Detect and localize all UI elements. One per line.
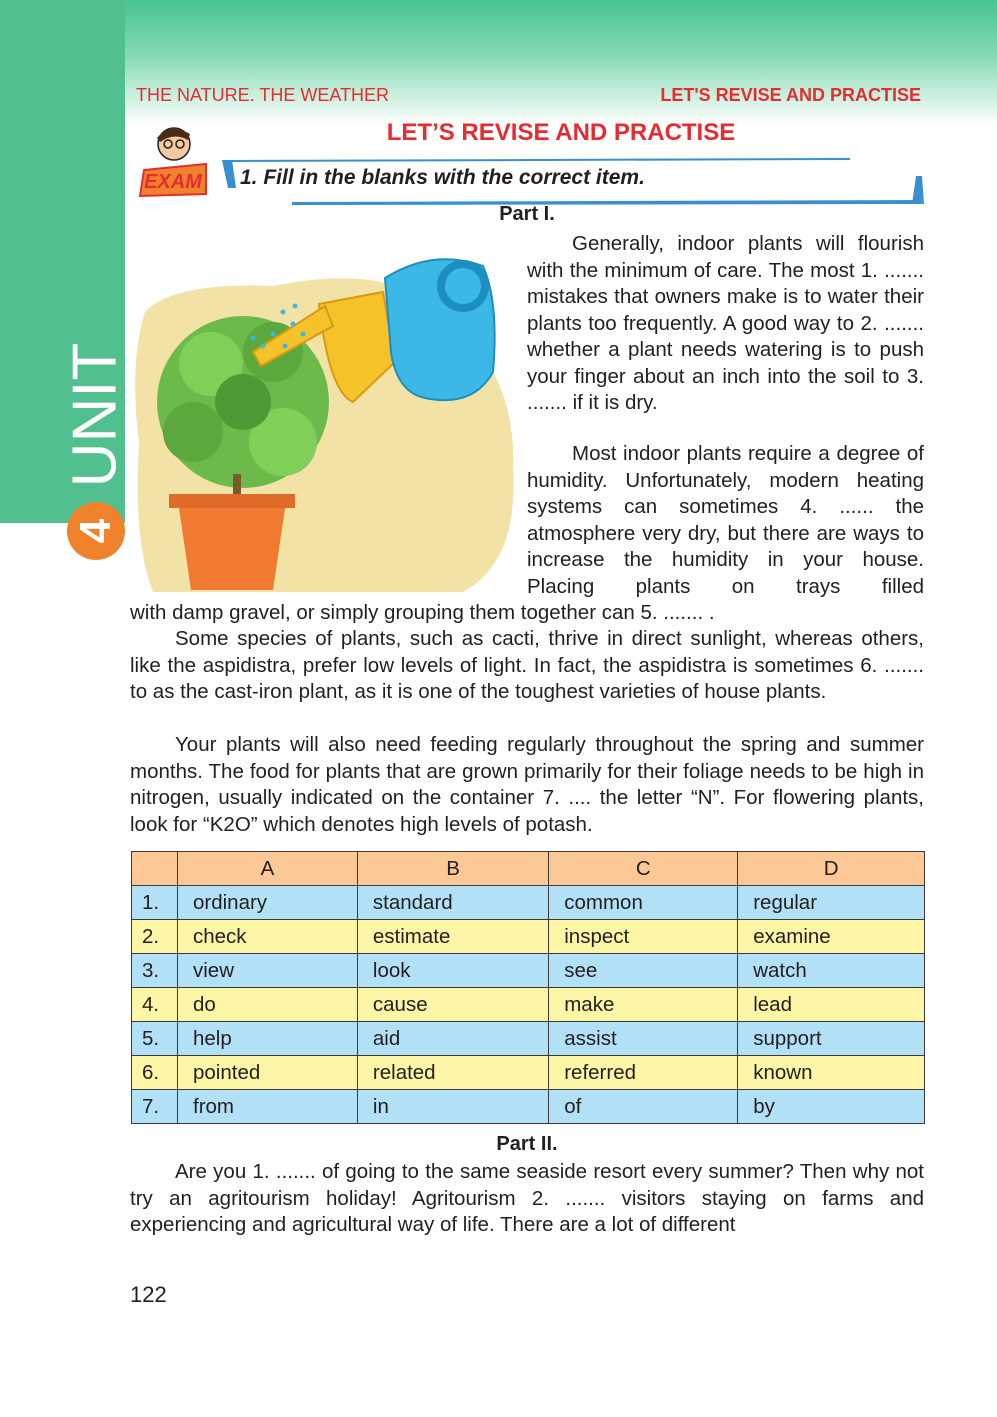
paragraph-1: Generally, indoor plants will flourish with the minimum of care. The most 1. ....... mistakes that owners make is to water their plants too frequently. A good way to 2. ....... whether a plant needs watering is to push your finger about an inch into the soil to 3. ....... if it is dry.	[527, 232, 924, 414]
page-number: 122	[130, 1282, 167, 1307]
option-cell: assist	[549, 1022, 738, 1056]
option-cell: related	[357, 1056, 548, 1090]
table-header-cell: D	[738, 852, 925, 886]
option-cell: from	[178, 1090, 358, 1124]
option-cell: view	[178, 954, 358, 988]
table-row	[132, 886, 925, 920]
option-cell: lead	[738, 988, 925, 1022]
option-cell: aid	[357, 1022, 548, 1056]
table-row	[132, 954, 925, 988]
section-name: THE NATURE. THE WEATHER	[136, 85, 390, 105]
option-cell: estimate	[357, 920, 548, 954]
table-header-cell: B	[357, 852, 548, 886]
paragraph-3: Some species of plants, such as cacti, thrive in direct sunlight, whereas others, like the aspidistra, prefer low levels of light. In fact, the aspidistra is sometimes 6. ....... to as the cast-iron plant, as it is one of the toughest varieties of house plants.	[130, 627, 924, 703]
paragraph-4: Your plants will also need feeding regularly throughout the spring and summer months. The food for plants that are grown primarily for their foliage needs to be high in nitrogen, usually indicated on the container 7. .... the letter “N”. For flowering plants, look for “K2O” which denotes high levels of potash.	[130, 733, 924, 836]
row-number: 2.	[132, 920, 178, 954]
option-cell: regular	[738, 886, 925, 920]
table-row	[132, 988, 925, 1022]
paragraph-2-continued: with damp gravel, or simply grouping them together can 5. ....... .	[130, 601, 715, 624]
option-cell: referred	[549, 1056, 738, 1090]
option-cell: support	[738, 1022, 925, 1056]
top-gradient-band	[125, 0, 997, 125]
unit-number: 4	[71, 518, 120, 544]
option-cell: standard	[357, 886, 548, 920]
table-row	[132, 1090, 925, 1124]
option-cell: ordinary	[178, 886, 358, 920]
row-number: 3.	[132, 954, 178, 988]
row-number: 6.	[132, 1056, 178, 1090]
option-cell: by	[738, 1090, 925, 1124]
option-cell: pointed	[178, 1056, 358, 1090]
row-number: 4.	[132, 988, 178, 1022]
option-cell: examine	[738, 920, 925, 954]
unit-label-text: UNIT	[60, 342, 130, 488]
option-cell: do	[178, 988, 358, 1022]
option-cell: help	[178, 1022, 358, 1056]
unit-label	[58, 330, 140, 500]
table-row	[132, 1056, 925, 1090]
option-cell: of	[549, 1090, 738, 1124]
section-subtitle: LET'S REVISE AND PRACTISE	[660, 85, 921, 105]
table-header-cell: A	[178, 852, 358, 886]
row-number: 5.	[132, 1022, 178, 1056]
table-row	[132, 1022, 925, 1056]
task-instruction: 1. Fill in the blanks with the correct item.	[240, 166, 645, 189]
option-cell: watch	[738, 954, 925, 988]
option-cell: see	[549, 954, 738, 988]
option-cell: make	[549, 988, 738, 1022]
part-two-heading: Part II.	[496, 1133, 558, 1155]
table-row	[132, 920, 925, 954]
table-header-cell: C	[549, 852, 738, 886]
row-number: 7.	[132, 1090, 178, 1124]
table-header-row	[132, 852, 925, 886]
page-title: LET’S REVISE AND PRACTISE	[386, 119, 736, 146]
option-cell: common	[549, 886, 738, 920]
option-cell: inspect	[549, 920, 738, 954]
options-table	[131, 851, 925, 1124]
part-two-paragraph: Are you 1. ....... of going to the same seaside resort every summer? Then why not try an agritourism holiday! Agritourism 2. ....... visitors staying on farms and experiencing and agricultural way of life. There are a lot of different	[130, 1160, 924, 1236]
option-cell: check	[178, 920, 358, 954]
part-one-heading: Part I.	[499, 203, 555, 225]
option-cell: in	[357, 1090, 548, 1124]
exam-character-icon	[130, 124, 210, 198]
option-cell: look	[357, 954, 548, 988]
exam-badge-text: EXAM	[144, 171, 202, 193]
watering-plant-illustration	[133, 242, 518, 592]
paragraph-2: Most indoor plants require a degree of humidity. Unfortunately, modern heating systems can sometimes 4. ...... the atmosphere very dry, but there are ways to increase the humidity in your house. Placing plants on trays filled	[527, 442, 924, 598]
row-number: 1.	[132, 886, 178, 920]
option-cell: cause	[357, 988, 548, 1022]
table-header-cell	[132, 852, 178, 886]
option-cell: known	[738, 1056, 925, 1090]
